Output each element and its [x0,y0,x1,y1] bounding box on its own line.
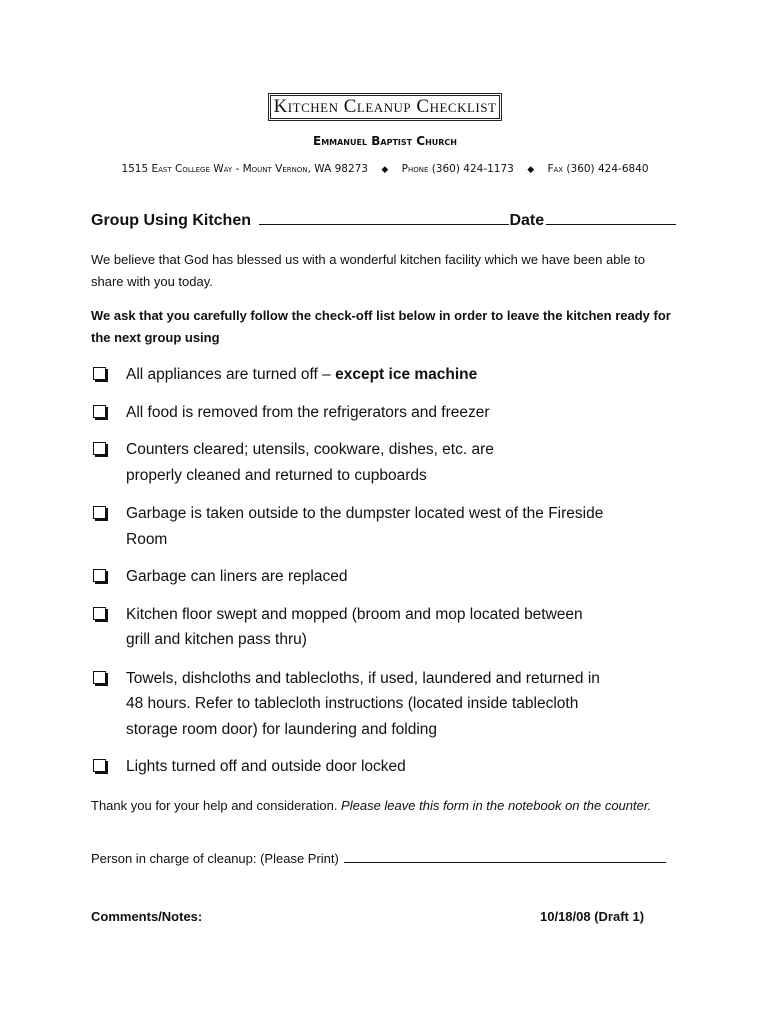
checklist-item-text: Towels, dishcloths and tablecloths, if used, laundered and returned in 48 hours. Refer to tablecloth instructions (located inside tablecloth storage room door) for laundering and folding [126,669,600,738]
person-field[interactable] [344,861,666,863]
diamond-icon: ◆ [527,165,535,175]
draft-date: 10/18/08 (Draft 1) [540,909,645,924]
checklist-item-text: Garbage can liners are replaced [126,568,348,585]
thanks-paragraph [91,795,681,817]
checklist-item-text: Counters cleared; utensils, cookware, dishes, etc. are properly cleaned and returned to cupboards [126,441,494,484]
group-field[interactable] [259,223,509,225]
date-label: Date [509,212,545,229]
contact-line [0,163,770,175]
group-date-line [91,212,691,230]
instruction-paragraph: We ask that you carefully follow the check-off list below in order to leave the kitchen ready for the next group using [91,308,671,345]
intro-paragraph: We believe that God has blessed us with a wonderful kitchen facility which we have been able to share with you today. [91,252,646,289]
checklist-item [91,564,611,590]
checklist-item [91,666,621,743]
comments-label: Comments/Notes: [91,909,203,924]
checklist-item-text: All food is removed from the refrigerators and freezer [126,403,490,421]
checklist [91,362,611,780]
checkbox-icon[interactable] [93,759,106,772]
address: 1515 East College Way - Mount Vernon, WA 98273 [121,163,368,175]
checkbox-icon[interactable] [93,442,106,455]
group-label: Group Using Kitchen [91,212,251,229]
page-title: Kitchen Cleanup Checklist [270,95,501,119]
checkbox-icon[interactable] [93,671,106,684]
checklist-item-text: Kitchen floor swept and mopped (broom and mop located between grill and kitchen pass thru) [126,605,583,648]
checklist-item [91,501,606,552]
checklist-item-emphasis: except ice machine [335,366,478,383]
checklist-item [91,437,546,488]
checklist-item [91,754,611,780]
checkbox-icon[interactable] [93,607,106,620]
checkbox-icon[interactable] [93,506,106,519]
person-label: Person in charge of cleanup: (Please Print) [91,851,339,866]
diamond-icon: ◆ [381,165,389,175]
fax: Fax (360) 424-6840 [547,163,649,175]
checkbox-icon[interactable] [93,367,106,380]
title-container [0,95,770,119]
checklist-item [91,362,611,388]
phone: Phone (360) 424-1173 [401,163,514,175]
checklist-item [91,400,611,426]
checkbox-icon[interactable] [93,405,106,418]
checklist-item [91,602,596,653]
thanks-text: Thank you for your help and consideration. [91,798,342,813]
organization-name: Emmanuel Baptist Church [313,134,457,148]
person-line [91,851,691,866]
thanks-note: Please leave this form in the notebook on the counter. [341,798,652,813]
checklist-item-text: Lights turned off and outside door locked [126,758,406,775]
date-field[interactable] [546,223,676,225]
checkbox-icon[interactable] [93,569,106,582]
checklist-item-text: Garbage is taken outside to the dumpster located west of the Fireside Room [126,505,604,548]
checklist-item-text: All appliances are turned off – [126,366,336,383]
